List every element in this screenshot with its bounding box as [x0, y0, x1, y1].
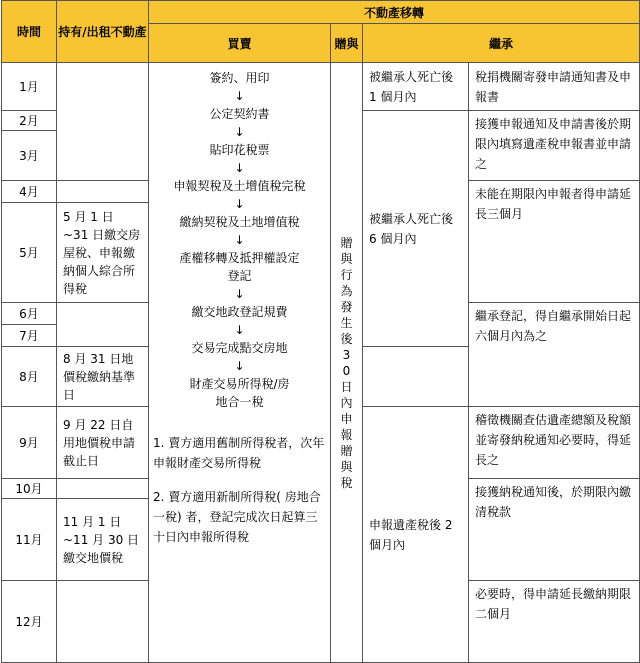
inherit-period: 被繼承人死亡後 6 個月內 — [363, 111, 469, 347]
inherit-item: 接獲納稅通知後，於期限內繳清稅款 — [469, 479, 640, 581]
gift-cell — [331, 63, 363, 663]
month-cell: 7月 — [2, 325, 57, 347]
holding-empty — [57, 303, 149, 347]
inherit-item: 接獲申報通知及申請書後於期限內填寫遺產稅申報書並申請之 — [469, 111, 640, 181]
sale-step: 繳納契稅及土地增值稅 — [179, 215, 300, 229]
header-time: 時間 — [2, 1, 57, 63]
month-cell: 1月 — [2, 63, 57, 111]
holding-empty — [57, 63, 149, 181]
down-arrow-icon: ↓ — [234, 287, 245, 301]
tax-calendar-table — [1, 0, 640, 663]
holding-item: 5 月 1 日 ~31 日繳交房屋稅、申報繳納個人綜合所得稅 — [57, 203, 149, 303]
sale-step: 財產交易所得稅/房地合一稅 — [189, 377, 290, 409]
holding-empty — [57, 581, 149, 663]
header-transfer: 不動產移轉 — [149, 1, 640, 24]
inherit-period: 申報遺產稅後 2 個月內 — [363, 407, 469, 663]
header-holding: 持有/出租不動產 — [57, 1, 149, 63]
month-cell: 5月 — [2, 203, 57, 303]
holding-item: 8 月 31 日地價稅繳納基準日 — [57, 347, 149, 407]
month-cell: 3月 — [2, 131, 57, 181]
sale-step: 簽約、用印 — [209, 71, 270, 85]
inherit-item: 未能在期限內申報者得申請延長三個月 — [469, 181, 640, 303]
sale-step: 貼印花稅票 — [209, 143, 270, 157]
month-cell: 10月 — [2, 479, 57, 499]
month-cell: 4月 — [2, 181, 57, 203]
inherit-period: 被繼承人死亡後 1 個月內 — [363, 63, 469, 111]
inherit-item: 稅捐機關寄發申請通知書及申報書 — [469, 63, 640, 111]
down-arrow-icon: ↓ — [234, 197, 245, 211]
sale-step: 產權移轉及抵押權設定登記 — [179, 251, 300, 283]
sale-note: 1. 賣方適用舊制所得稅者，次年申報財產交易所得稅 — [153, 436, 325, 470]
holding-empty — [57, 479, 149, 499]
header-inherit: 繼承 — [363, 24, 640, 63]
down-arrow-icon: ↓ — [234, 89, 245, 103]
month-cell: 6月 — [2, 303, 57, 325]
month-cell: 11月 — [2, 499, 57, 581]
sale-step: 繳交地政登記規費 — [191, 305, 288, 319]
month-cell: 2月 — [2, 111, 57, 131]
sale-step: 申報契稅及土增值稅完稅 — [173, 179, 306, 193]
sale-step: 公定契約書 — [209, 107, 270, 121]
sale-flow — [149, 63, 331, 663]
header-gift: 贈與 — [331, 24, 363, 63]
sale-note: 2. 賣方適用新制所得稅( 房地合一稅) 者，登記完成次日起算三十日內申報所得稅 — [153, 490, 321, 544]
down-arrow-icon: ↓ — [234, 323, 245, 337]
month-cell: 12月 — [2, 581, 57, 663]
month-cell: 8月 — [2, 347, 57, 407]
inherit-item: 繼承登記，得自繼承開始日起六個月內為之 — [469, 303, 640, 407]
down-arrow-icon: ↓ — [234, 161, 245, 175]
holding-empty — [57, 181, 149, 203]
down-arrow-icon: ↓ — [234, 359, 245, 373]
inherit-item: 必要時，得申請延長繳納期限二個月 — [469, 581, 640, 663]
header-sale: 買賣 — [149, 24, 331, 63]
sale-step: 交易完成點交房地 — [191, 341, 288, 355]
inherit-item: 稽徵機關查估遺產總額及稅額並寄發納稅通知必要時，得延長之 — [469, 407, 640, 479]
gift-text: 贈與行為發生後30日內申報贈與稅 — [340, 235, 353, 490]
month-cell: 9月 — [2, 407, 57, 479]
down-arrow-icon: ↓ — [234, 125, 245, 139]
down-arrow-icon: ↓ — [234, 233, 245, 247]
holding-item: 9 月 22 日自用地價稅申請截止日 — [57, 407, 149, 479]
holding-item: 11 月 1 日 ~11 月 30 日 繳交地價稅 — [57, 499, 149, 581]
